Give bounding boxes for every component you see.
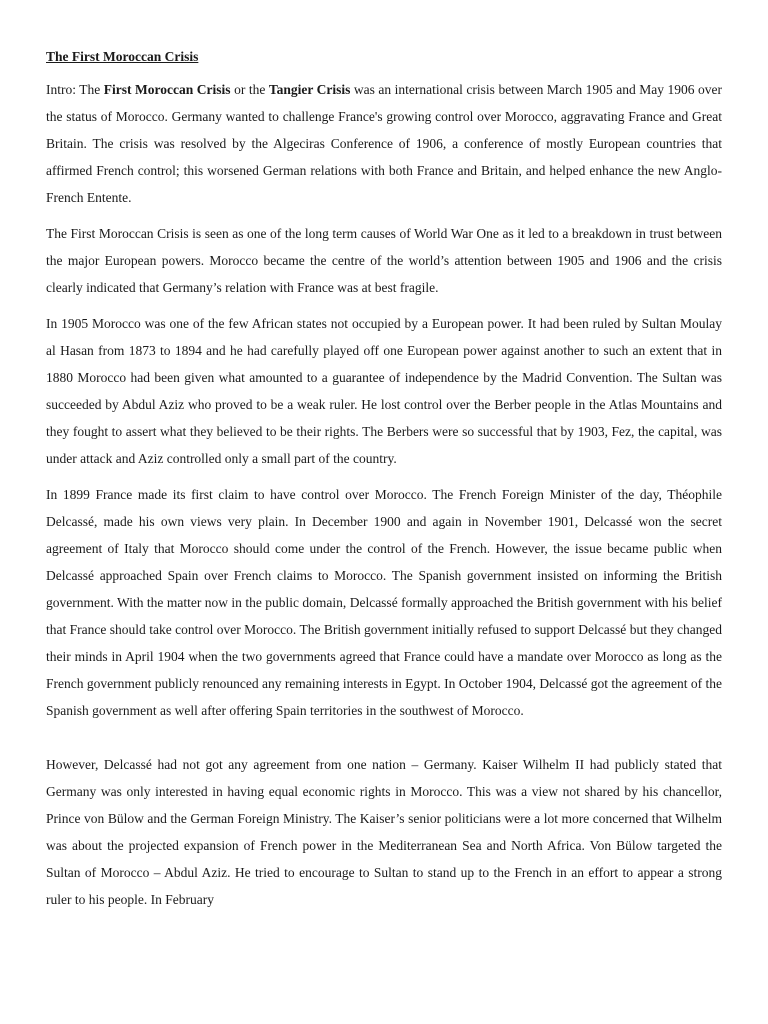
intro-lead: Intro: The bbox=[46, 82, 104, 97]
intro-paragraph bbox=[46, 76, 722, 211]
intro-mid: or the bbox=[230, 82, 269, 97]
paragraph-france-claim: In 1899 France made its first claim to have control over Morocco. The French Foreign Minister of the day, Théophile Delcassé, made his own views very plain. In December 1900 and again in November 1901, Delcassé won the secret agreement of Italy that Morocco should come under the control of the French. However, the issue became public when Delcassé approached Spain over French claims to Morocco. The Spanish government insisted on informing the British government. With the matter now in the public domain, Delcassé formally approached the British government with his belief that France should take control over Morocco. The British government initially refused to support Delcassé but they changed their minds in April 1904 when the two governments agreed that France could have a mandate over Morocco as long as the French government publicly renounced any remaining interests in Egypt. In October 1904, Delcassé got the agreement of the Spanish government as well after offering Spain territories in the southwest of Morocco. bbox=[46, 487, 722, 718]
paragraph-causes: The First Moroccan Crisis is seen as one of the long term causes of World War One as it led to a breakdown in trust between the major European powers. Morocco became the centre of the world’s attention between 1905 and 1906 and the crisis clearly indicated that Germany’s relation with France was at best fragile. bbox=[46, 226, 722, 295]
document-title: The First Moroccan Crisis bbox=[46, 49, 199, 64]
intro-term-first-moroccan-crisis: First Moroccan Crisis bbox=[103, 82, 231, 97]
document-page bbox=[46, 47, 722, 922]
intro-rest: was an international crisis between March 1905 and May 1906 over the status of Morocco. Germany wanted to challenge France's growing control over Morocco, aggravating France and Great Britain. The crisis was resolved by the Algeciras Conference of 1906, a conference of mostly European countries that affirmed French control; this worsened German relations with both France and Britain, and helped enhance the new Anglo-French Entente. bbox=[46, 82, 722, 205]
paragraph-morocco-1905: In 1905 Morocco was one of the few African states not occupied by a European power. It had been ruled by Sultan Moulay al Hasan from 1873 to 1894 and he had carefully played off one European power against another to such an extent that in 1880 Morocco had been given what amounted to a guarantee of independence by the Madrid Convention. The Sultan was succeeded by Abdul Aziz who proved to be a weak ruler. He lost control over the Berber people in the Atlas Mountains and they fought to assert what they believed to be their rights. The Berbers were so successful that by 1903, Fez, the capital, was under attack and Aziz controlled only a small part of the country. bbox=[46, 316, 722, 466]
paragraph-germany: However, Delcassé had not got any agreement from one nation – Germany. Kaiser Wilhelm II had publicly stated that Germany was only interested in having equal economic rights in Morocco. This was a view not shared by his chancellor, Prince von Bülow and the German Foreign Ministry. The Kaiser’s senior politicians were a lot more concerned that Wilhelm was about the projected expansion of French power in the Mediterranean Sea and North Africa. Von Bülow targeted the Sultan of Morocco – Abdul Aziz. He tried to encourage to Sultan to stand up to the French in an effort to appear a strong ruler to his people. In February bbox=[46, 757, 722, 907]
intro-term-tangier-crisis: Tangier Crisis bbox=[268, 82, 351, 97]
